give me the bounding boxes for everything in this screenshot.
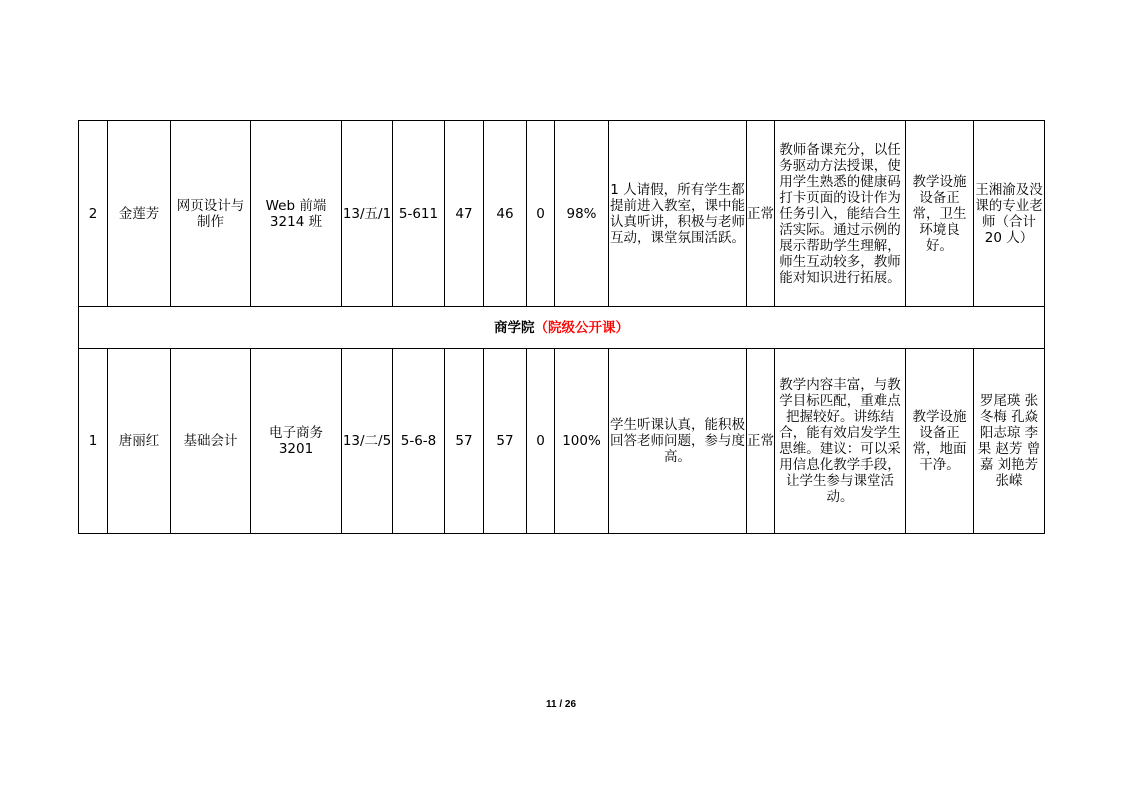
class-name: 电子商务 3201	[251, 349, 342, 534]
table-row	[79, 349, 1045, 534]
section-title	[79, 307, 1045, 349]
table-row	[79, 121, 1045, 307]
observers: 罗尾瑛 张冬梅 孔焱 阳志琼 李果 赵芳 曾嘉 刘艳芳 张嵘	[974, 349, 1045, 534]
teaching-evaluation: 教学内容丰富，与教学目标匹配，重难点把握较好。讲练结合，能有效启发学生思维。建议：可以采用信息化教学手段，让学生参与课堂活动。	[775, 349, 906, 534]
attendance-rate: 100%	[555, 349, 609, 534]
room: 5-611	[393, 121, 445, 307]
teacher-name: 金莲芳	[108, 121, 171, 307]
attendance-note: 1 人请假，所有学生都提前进入教室，课中能认真听讲，积极与老师互动，课堂氛围活跃。	[609, 121, 747, 307]
room: 5-6-8	[393, 349, 445, 534]
status: 正常	[747, 121, 775, 307]
attendance-rate: 98%	[555, 121, 609, 307]
course-name: 基础会计	[171, 349, 251, 534]
week-day-period: 13/二/5	[342, 349, 393, 534]
facility-note: 教学设施设备正常，地面干净。	[906, 349, 974, 534]
week-day-period: 13/五/1	[342, 121, 393, 307]
section-row	[79, 307, 1045, 349]
absent-count: 0	[527, 121, 555, 307]
inspection-table	[78, 120, 1045, 534]
observers: 王湘渝及没课的专业老师（合计 20 人）	[974, 121, 1045, 307]
facility-note: 教学设施设备正常，卫生环境良好。	[906, 121, 974, 307]
class-name: Web 前端 3214 班	[251, 121, 342, 307]
attendance-note: 学生听课认真，能积极回答老师问题，参与度高。	[609, 349, 747, 534]
expected-count: 57	[445, 349, 484, 534]
expected-count: 47	[445, 121, 484, 307]
actual-count: 57	[484, 349, 527, 534]
teaching-evaluation: 教师备课充分，以任务驱动方法授课，使用学生熟悉的健康码打卡页面的设计作为任务引入，能结合生活实际。通过示例的展示帮助学生理解，师生互动较多，教师能对知识进行拓展。	[775, 121, 906, 307]
absent-count: 0	[527, 349, 555, 534]
row-index: 1	[79, 349, 108, 534]
course-name: 网页设计与制作	[171, 121, 251, 307]
status: 正常	[747, 349, 775, 534]
page-number: 11 / 26	[545, 699, 577, 710]
teacher-name: 唐丽红	[108, 349, 171, 534]
section-name: 商学院	[494, 319, 535, 336]
section-tag: （院级公开课）	[534, 319, 629, 336]
actual-count: 46	[484, 121, 527, 307]
row-index: 2	[79, 121, 108, 307]
